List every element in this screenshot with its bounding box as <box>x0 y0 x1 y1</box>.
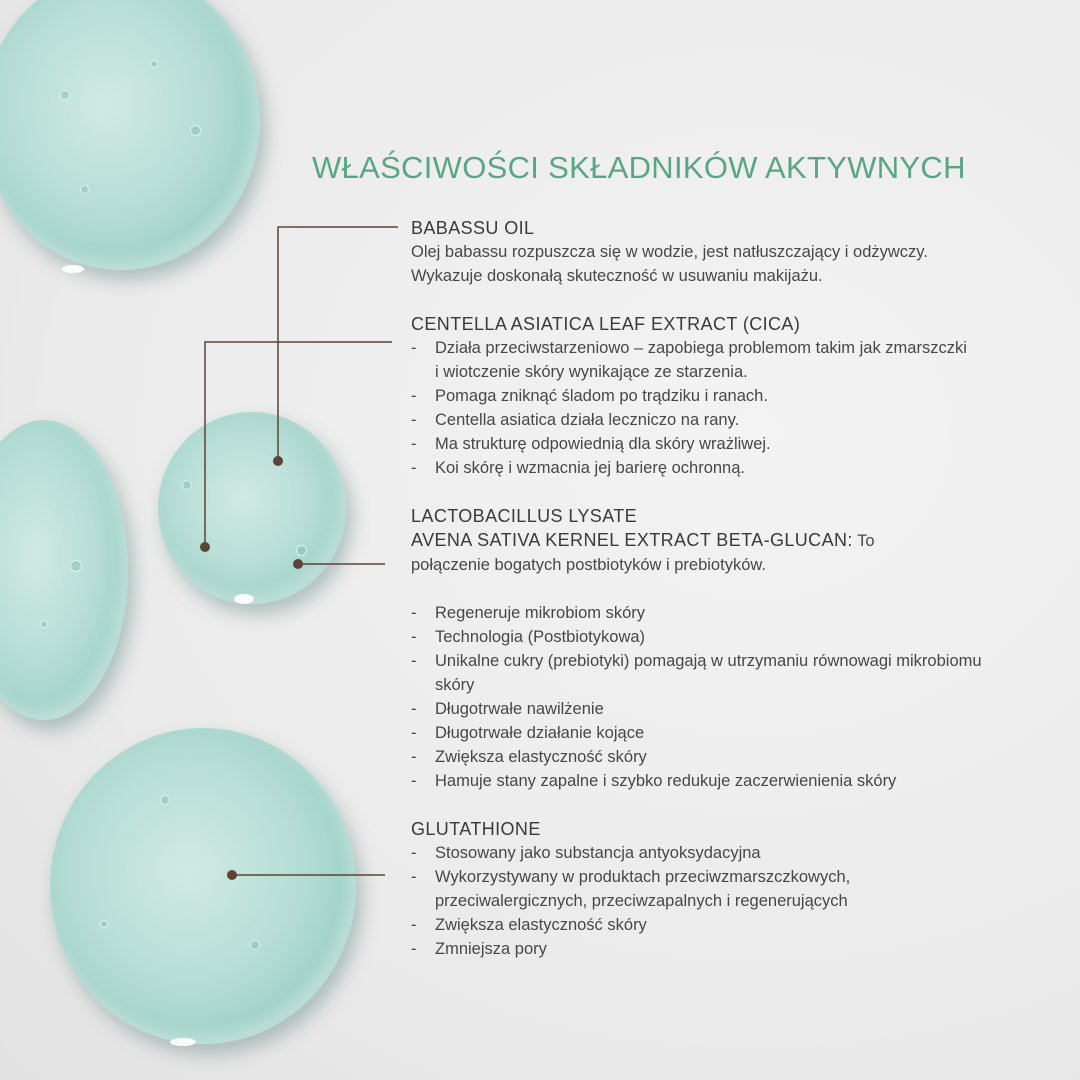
list-item: - Pomaga zniknąć śladom po trądziku i ranach. <box>411 384 1051 408</box>
section-heading: GLUTATHIONE <box>411 819 541 839</box>
section-centella <box>411 312 1051 480</box>
list-item: - Zwiększa elastyczność skóry <box>411 745 1051 769</box>
list-item: - Stosowany jako substancja antyoksydacyjna <box>411 841 1051 865</box>
spacer <box>411 577 1051 601</box>
connector-babassu <box>278 227 398 461</box>
list-item: - Zmniejsza pory <box>411 937 1051 961</box>
intro-text: To <box>852 532 875 550</box>
list-item: - Technologia (Postbiotykowa) <box>411 625 1051 649</box>
list-item: - Działa przeciwstarzeniowo – zapobiega problemom takim jak zmarszczki i wiotczenie skóry wynikające ze starzenia. <box>411 336 975 384</box>
section-glutathione <box>411 817 1051 961</box>
section-heading-line <box>411 528 1051 553</box>
dot-babassu <box>273 456 283 466</box>
list-item: - Centella asiatica działa leczniczo na rany. <box>411 408 1051 432</box>
list-item: - Wykorzystywany w produktach przeciwzmarszczkowych, przeciwalergicznych, przeciwzapalnych i regenerujących <box>411 865 955 913</box>
dot-centella <box>200 542 210 552</box>
page-title: WŁAŚCIWOŚCI SKŁADNIKÓW AKTYWNYCH <box>312 150 966 185</box>
dot-lacto <box>293 559 303 569</box>
ingredients-list <box>411 216 1051 985</box>
section-heading: CENTELLA ASIATICA LEAF EXTRACT (CICA) <box>411 314 801 334</box>
section-babassu <box>411 216 1051 288</box>
bullet-list <box>411 601 1051 793</box>
list-item: - Unikalne cukry (prebiotyki) pomagają w utrzymaniu równowagi mikrobiomu skóry <box>411 649 995 697</box>
list-item: - Regeneruje mikrobiom skóry <box>411 601 1051 625</box>
connector-centella <box>205 342 392 547</box>
text-line: Wykazuje doskonałą skuteczność w usuwaniu makijażu. <box>411 267 823 285</box>
list-item: - Zwiększa elastyczność skóry <box>411 913 1051 937</box>
section-heading: AVENA SATIVA KERNEL EXTRACT BETA-GLUCAN: <box>411 530 853 550</box>
intro-text: połączenie bogatych postbiotyków i prebiotyków. <box>411 556 766 574</box>
list-item: - Koi skórę i wzmacnia jej barierę ochronną. <box>411 456 1051 480</box>
section-heading: BABASSU OIL <box>411 218 535 238</box>
list-item: - Ma strukturę odpowiednią dla skóry wrażliwej. <box>411 432 1051 456</box>
section-heading: LACTOBACILLUS LYSATE <box>411 506 638 526</box>
section-lacto <box>411 504 1051 793</box>
bullet-list <box>411 336 1051 480</box>
list-item: - Długotrwałe działanie kojące <box>411 721 1051 745</box>
dot-glutathione <box>227 870 237 880</box>
bullet-list <box>411 841 1051 961</box>
list-item: - Długotrwałe nawilżenie <box>411 697 1051 721</box>
text-line: Olej babassu rozpuszcza się w wodzie, jest natłuszczający i odżywczy. <box>411 243 928 261</box>
list-item: - Hamuje stany zapalne i szybko redukuje zaczerwienienia skóry <box>411 769 1051 793</box>
